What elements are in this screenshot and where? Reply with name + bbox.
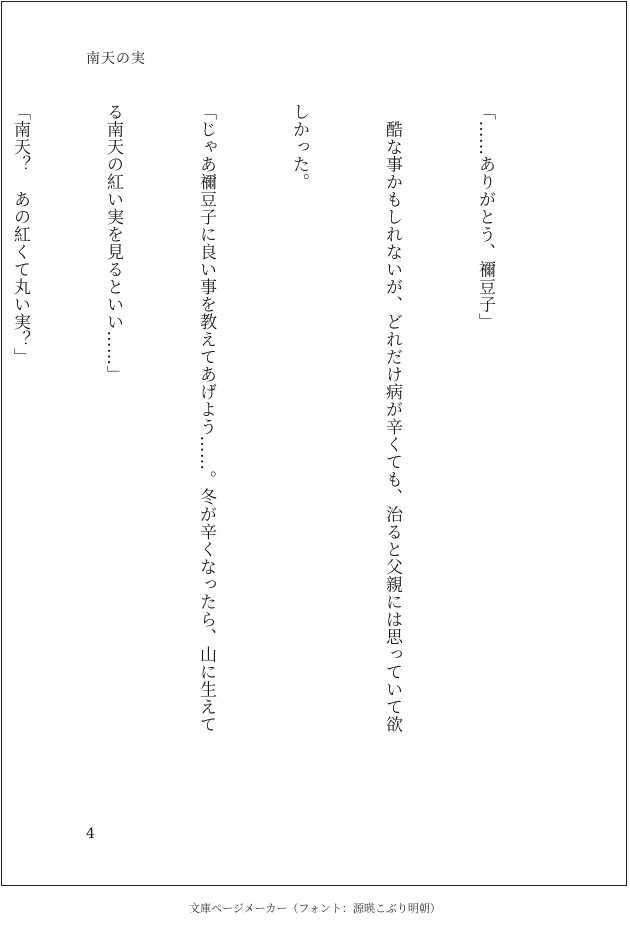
text-line: る南天の紅い実を見るといい……」 bbox=[103, 103, 123, 383]
vertical-text-body bbox=[10, 103, 562, 803]
text-line: 酷な事かもしれないが、どれだけ病が辛くても、治ると父親には思っていて欲 bbox=[382, 103, 402, 733]
running-title: 南天の実 bbox=[86, 51, 146, 67]
text-line: 「じゃあ禰豆子に良い事を教えてあげよう……。冬が辛くなったら、山に生えて bbox=[196, 103, 216, 733]
page-frame bbox=[1, 1, 627, 886]
text-line: 「南天？ あの紅くて丸い実？」 bbox=[10, 103, 30, 366]
text-line: 「……ありがとう、禰豆子」 bbox=[475, 103, 495, 331]
text-line: しかった。 bbox=[289, 103, 309, 191]
page-number: 4 bbox=[86, 826, 95, 842]
footer-credit: 文庫ページメーカー（フォント：源暎こぶり明朝） bbox=[189, 902, 441, 915]
